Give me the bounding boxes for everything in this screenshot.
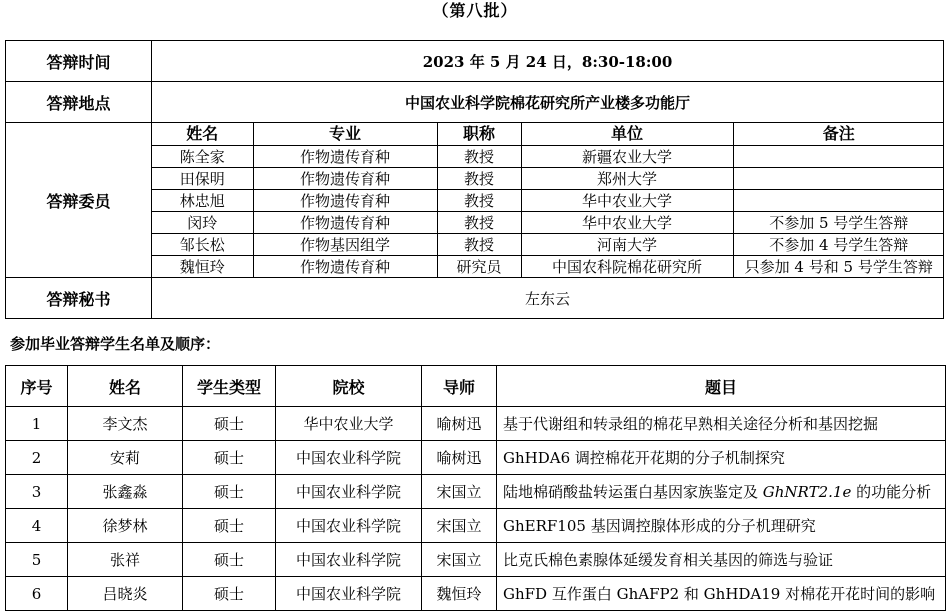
committee-row xyxy=(152,146,944,168)
committee-row xyxy=(152,256,944,278)
committee-unit: 郑州大学 xyxy=(521,168,733,190)
committee-row xyxy=(152,168,944,190)
committee-name: 陈全家 xyxy=(152,146,253,168)
committee-name: 魏恒玲 xyxy=(152,256,253,278)
committee-note: 不参加 5 号学生答辩 xyxy=(733,212,944,234)
committee-name: 闵玲 xyxy=(152,212,253,234)
committee-unit: 新疆农业大学 xyxy=(521,146,733,168)
committee-name: 田保明 xyxy=(152,168,253,190)
committee-unit: 中国农科院棉花研究所 xyxy=(521,256,733,278)
batch-title: （第八批） xyxy=(432,1,518,20)
committee-name: 邹长松 xyxy=(152,234,253,256)
students-header-row xyxy=(6,366,946,407)
committee-header-major: 专业 xyxy=(253,123,437,146)
student-name: 张祥 xyxy=(68,543,183,577)
location-value: 中国农业科学院棉花研究所产业楼多功能厅 xyxy=(152,82,944,123)
student-name: 张鑫淼 xyxy=(68,475,183,509)
student-type: 硕士 xyxy=(183,441,276,475)
committee-unit: 华中农业大学 xyxy=(521,212,733,234)
committee-title: 教授 xyxy=(437,168,521,190)
committee-label: 答辩委员 xyxy=(6,123,152,278)
secretary-label: 答辩秘书 xyxy=(6,278,152,319)
committee-header-title: 职称 xyxy=(437,123,521,146)
committee-row xyxy=(152,190,944,212)
committee-note xyxy=(733,168,944,190)
student-advisor: 宋国立 xyxy=(422,509,497,543)
student-name: 徐梦林 xyxy=(68,509,183,543)
student-name: 李文杰 xyxy=(68,407,183,441)
committee-major: 作物遗传育种 xyxy=(253,256,437,278)
student-school: 中国农业科学院 xyxy=(276,577,422,611)
student-no: 6 xyxy=(6,577,68,611)
secretary-value: 左东云 xyxy=(152,278,944,319)
student-topic xyxy=(497,509,946,543)
students-header-advisor: 导师 xyxy=(422,366,497,407)
committee-title: 教授 xyxy=(437,146,521,168)
committee-unit: 河南大学 xyxy=(521,234,733,256)
topic-text: 基于代谢组和转录组的棉花早熟相关途径分析和基因挖掘 xyxy=(503,415,879,433)
student-no: 3 xyxy=(6,475,68,509)
table-row xyxy=(6,441,946,475)
topic-text: 比克氏棉色素腺体延缓发育相关基因的筛选与验证 xyxy=(503,551,834,569)
student-name: 吕晓炎 xyxy=(68,577,183,611)
student-type: 硕士 xyxy=(183,407,276,441)
student-school: 中国农业科学院 xyxy=(276,475,422,509)
committee-major: 作物遗传育种 xyxy=(253,190,437,212)
student-topic xyxy=(497,543,946,577)
students-header-topic: 题目 xyxy=(497,366,946,407)
committee-title: 研究员 xyxy=(437,256,521,278)
topic-text: GhERF105 基因调控腺体形成的分子机理研究 xyxy=(503,517,816,535)
student-no: 2 xyxy=(6,441,68,475)
table-row xyxy=(6,577,946,611)
students-table xyxy=(5,365,946,611)
committee-title: 教授 xyxy=(437,212,521,234)
students-header-name: 姓名 xyxy=(68,366,183,407)
student-type: 硕士 xyxy=(183,475,276,509)
committee-note xyxy=(733,146,944,168)
student-type: 硕士 xyxy=(183,543,276,577)
topic-text-suffix: 的功能分析 xyxy=(851,483,932,501)
topic-text: GhHDA6 调控棉花开花期的分子机制探究 xyxy=(503,449,785,467)
topic-text: 陆地棉硝酸盐转运蛋白基因家族鉴定及 xyxy=(503,483,763,501)
student-advisor: 宋国立 xyxy=(422,475,497,509)
student-topic xyxy=(497,441,946,475)
student-topic xyxy=(497,407,946,441)
table-row xyxy=(6,475,946,509)
student-name: 安莉 xyxy=(68,441,183,475)
committee-table xyxy=(152,123,944,277)
committee-major: 作物遗传育种 xyxy=(253,168,437,190)
student-advisor: 宋国立 xyxy=(422,543,497,577)
defense-info-table xyxy=(5,40,944,319)
table-row xyxy=(6,509,946,543)
student-school: 华中农业大学 xyxy=(276,407,422,441)
table-row xyxy=(6,543,946,577)
committee-header-note: 备注 xyxy=(733,123,944,146)
student-school: 中国农业科学院 xyxy=(276,509,422,543)
committee-header-unit: 单位 xyxy=(521,123,733,146)
committee-major: 作物遗传育种 xyxy=(253,146,437,168)
students-heading: 参加毕业答辩学生名单及顺序： xyxy=(10,335,221,353)
student-no: 4 xyxy=(6,509,68,543)
committee-note: 不参加 4 号学生答辩 xyxy=(733,234,944,256)
student-school: 中国农业科学院 xyxy=(276,543,422,577)
students-header-no: 序号 xyxy=(6,366,68,407)
topic-text: GhFD 互作蛋白 GhAFP2 和 GhHDA19 对棉花开花时间的影响 xyxy=(503,585,936,603)
committee-title: 教授 xyxy=(437,190,521,212)
committee-note: 只参加 4 号和 5 号学生答辩 xyxy=(733,256,944,278)
time-label: 答辩时间 xyxy=(6,41,152,82)
committee-header-row xyxy=(152,123,944,146)
student-topic xyxy=(497,577,946,611)
committee-name: 林忠旭 xyxy=(152,190,253,212)
time-value: 2023 年 5 月 24 日，8:30-18:00 xyxy=(152,41,944,82)
committee-title: 教授 xyxy=(437,234,521,256)
student-type: 硕士 xyxy=(183,577,276,611)
committee-cell xyxy=(152,123,944,278)
committee-major: 作物基因组学 xyxy=(253,234,437,256)
students-header-type: 学生类型 xyxy=(183,366,276,407)
committee-row xyxy=(152,212,944,234)
committee-row xyxy=(152,234,944,256)
student-topic xyxy=(497,475,946,509)
student-advisor: 魏恒玲 xyxy=(422,577,497,611)
table-row xyxy=(6,407,946,441)
location-label: 答辩地点 xyxy=(6,82,152,123)
committee-note xyxy=(733,190,944,212)
committee-major: 作物遗传育种 xyxy=(253,212,437,234)
topic-gene-name: GhNRT2.1e xyxy=(762,483,852,501)
student-school: 中国农业科学院 xyxy=(276,441,422,475)
committee-unit: 华中农业大学 xyxy=(521,190,733,212)
committee-header-name: 姓名 xyxy=(152,123,253,146)
student-type: 硕士 xyxy=(183,509,276,543)
student-advisor: 喻树迅 xyxy=(422,441,497,475)
student-advisor: 喻树迅 xyxy=(422,407,497,441)
student-no: 1 xyxy=(6,407,68,441)
students-header-school: 院校 xyxy=(276,366,422,407)
student-no: 5 xyxy=(6,543,68,577)
